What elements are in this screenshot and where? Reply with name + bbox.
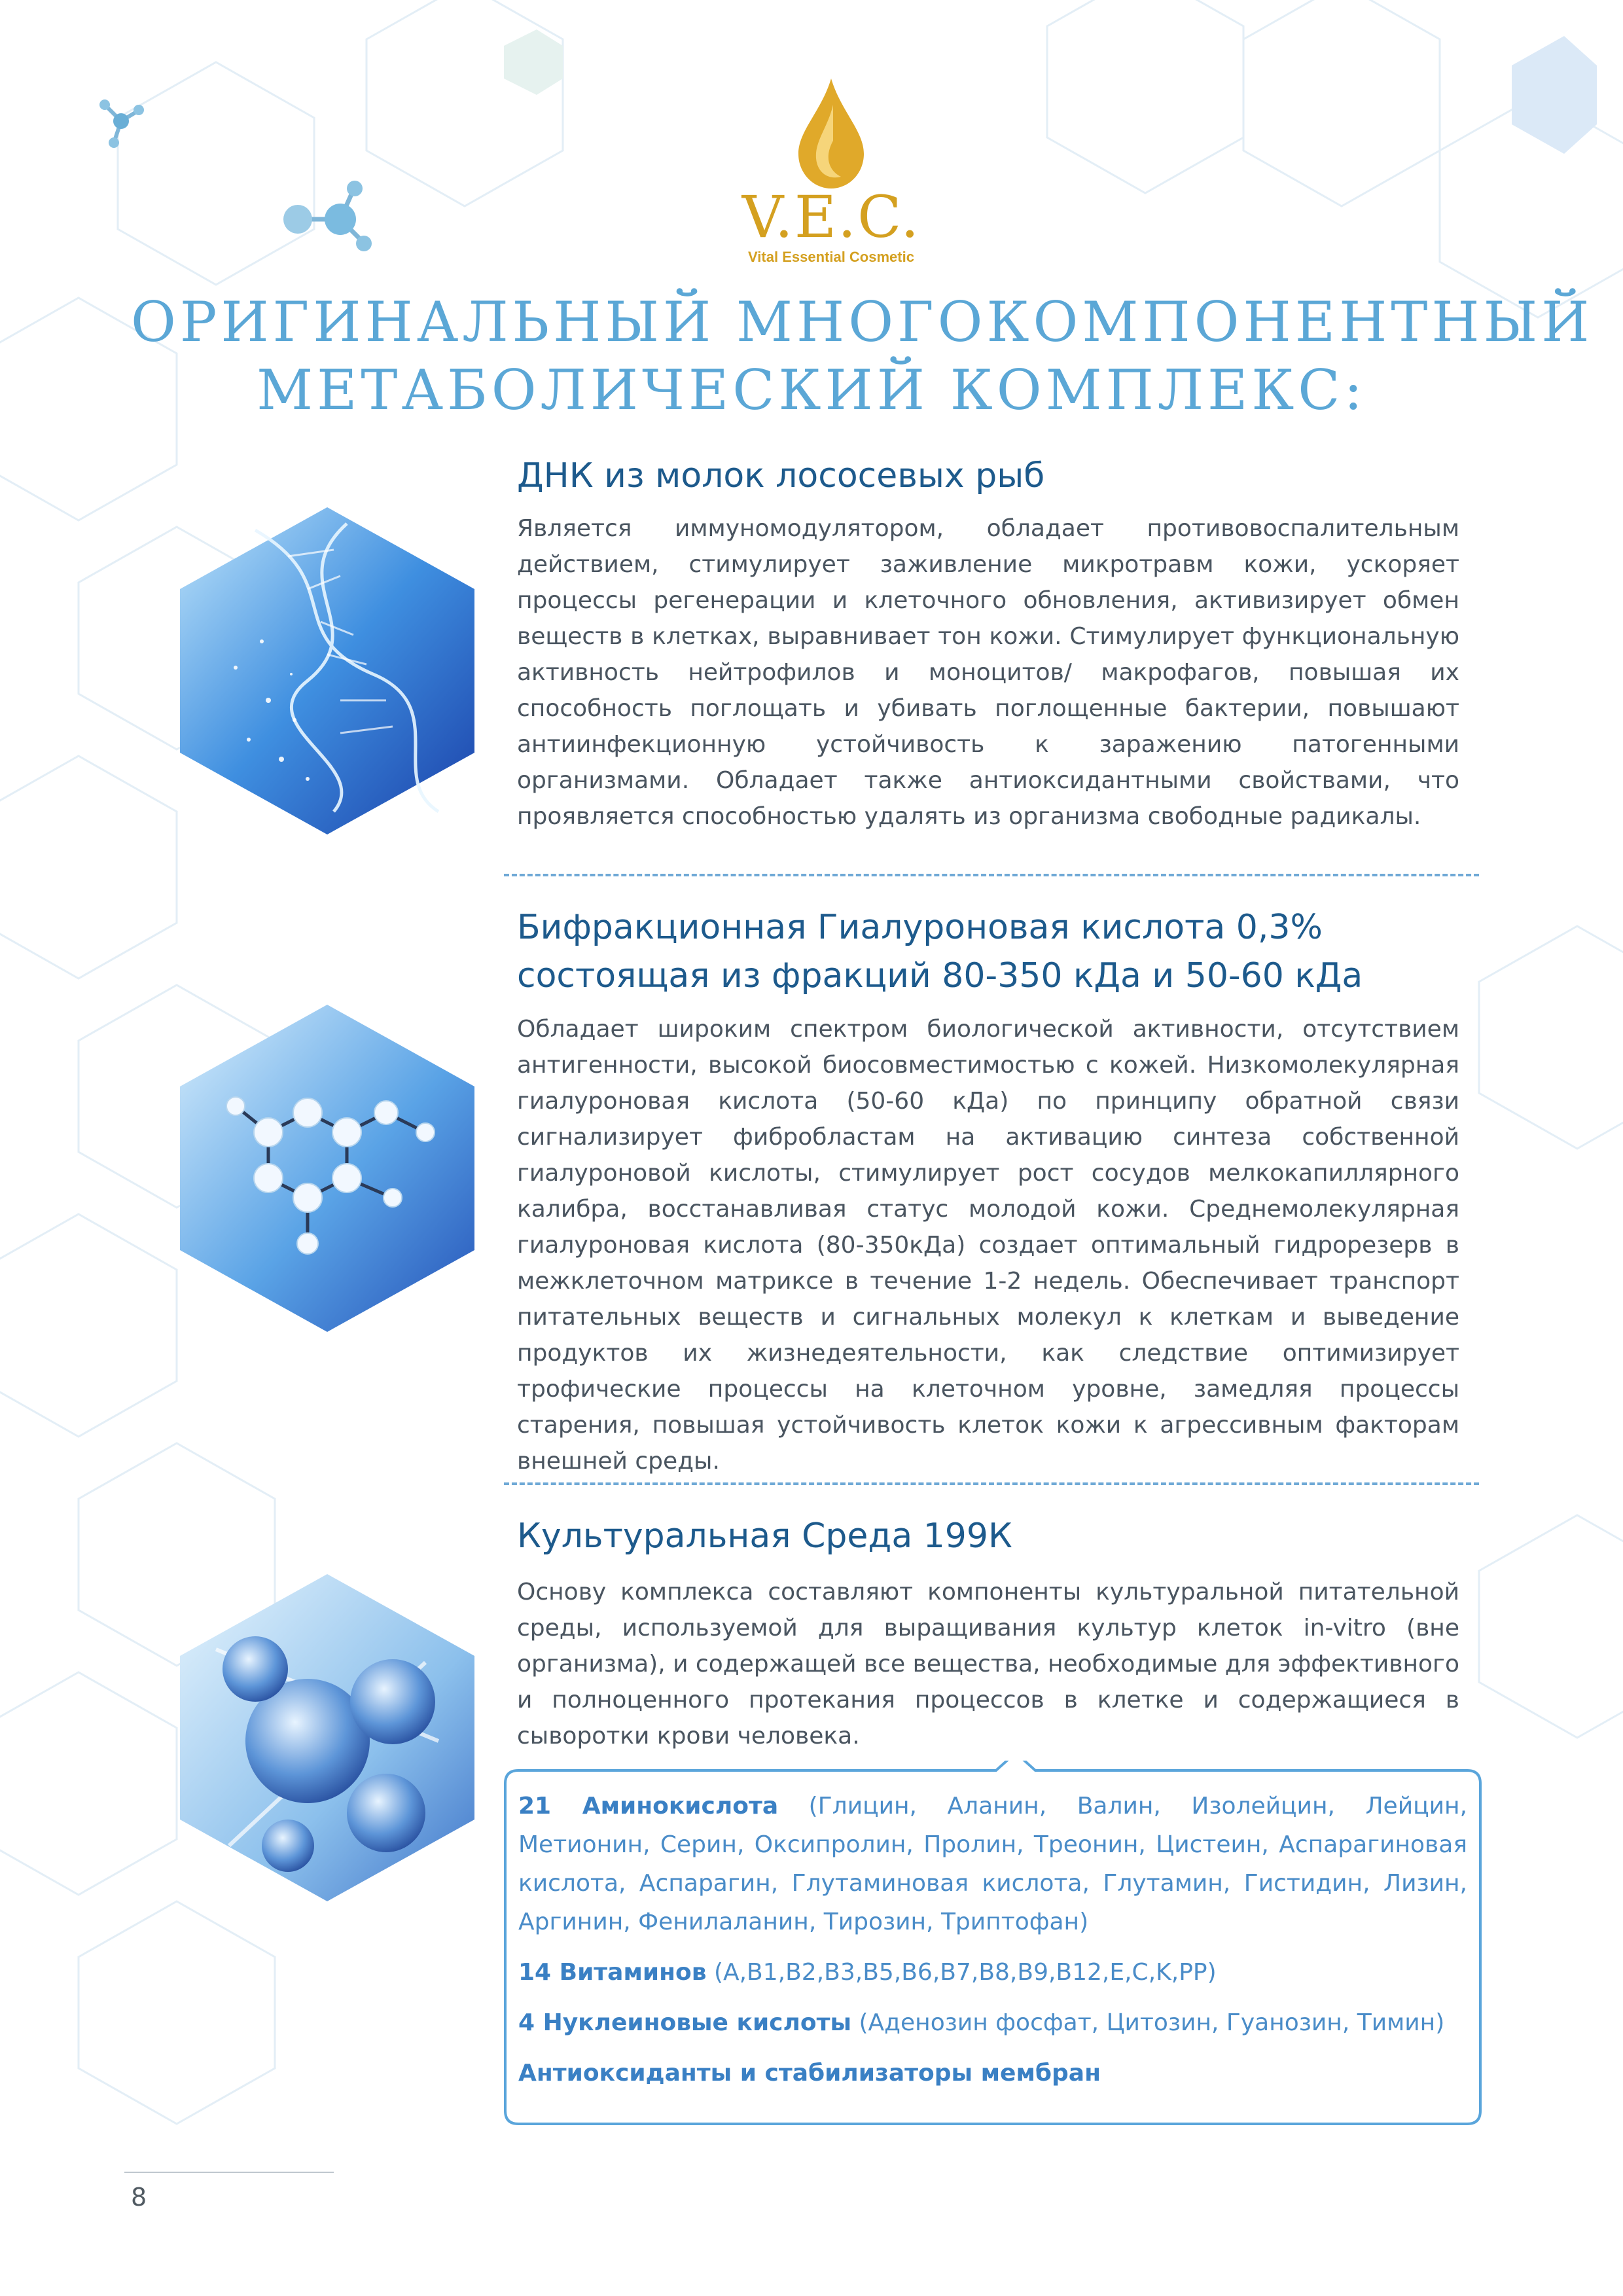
composition-label: 4 Нуклеиновые кислоты bbox=[518, 2009, 852, 2036]
composition-label: Антиоксиданты и стабилизаторы мембран bbox=[518, 2060, 1101, 2087]
section-divider bbox=[504, 874, 1479, 876]
logo-brand-name: V.E.C. bbox=[741, 183, 921, 251]
section-body-dna: Является иммуномодулятором, обладает противовоспалительным действием, стимулирует заживление микротравм кожи, ускоряет процессы регенерации и клеточного обновления, активизирует обмен веществ в клетках, выравнивает тон кожи. Стимулирует функциональную активность нейтрофилов и моноцитов/ макрофагов, повышая их способность поглощать и убивать поглощенные бактерии, повышают антиинфекционную устойчивость к заражению патогенными организмами. Обладает также антиоксидантными свойствами, что проявляется способностью удалять из организма свободные радикалы. bbox=[517, 515, 1459, 830]
molecule-image bbox=[177, 1001, 478, 1335]
page-title-line-2: МЕТАБОЛИЧЕСКИЙ КОМПЛЕКС: bbox=[257, 358, 1366, 422]
dna-helix-image bbox=[177, 504, 478, 838]
composition-list bbox=[518, 1787, 1467, 2104]
section-divider bbox=[504, 1482, 1479, 1485]
composition-item-vitamins bbox=[518, 1953, 1467, 1992]
page-title bbox=[131, 288, 1594, 424]
composition-detail: (A,B1,B2,B3,B5,B6,B7,B8,B9,B12,E,C,K,PP) bbox=[706, 1959, 1217, 1986]
composition-item-nucleic-acids bbox=[518, 2003, 1467, 2042]
section-title-culture-medium: Культуральная Среда 199К bbox=[517, 1516, 1012, 1556]
section-title-dna: ДНК из молок лососевых рыб bbox=[517, 456, 1045, 495]
page-title-line-1: ОРИГИНАЛЬНЫЙ МНОГОКОМПОНЕНТНЫЙ bbox=[131, 290, 1594, 354]
composition-detail: (Глицин, Аланин, Валин, Изолейцин, Лейцин, Метионин, Серин, Оксипролин, Пролин, Треонин, Цистеин, Аспарагиновая кислота, Аспарагин, Глутаминовая кислота, Глутамин, Гистидин, Лизин, Аргинин, Фенилаланин, Тирозин, Триптофан) bbox=[518, 1793, 1467, 1935]
section-title-hyaluronic bbox=[517, 903, 1499, 1000]
section-title-hyaluronic-line-2: состоящая из фракций 80-350 кДа и 50-60 кДа bbox=[517, 956, 1363, 996]
section-body-hyaluronic: Обладает широким спектром биологической активности, отсутствием антигенности, высокой биосовместимостью с кожей. Низкомолекулярная гиалуроновая кислота (50-60 кДа) по принципу обратной связи сигнализирует фибробластам на активацию синтеза собственной гиалуроновой кислоты, стимулирует рост сосудов мелкокапиллярного калибра, восстанавливая статус молодой кожи. Среднемолекулярная гиалуроновая кислота (80-350кДа) создает оптимальный гидрорезерв в межклеточном матриксе в течение 1-2 недель. Обеспечивает транспорт питательных веществ и сигнальных молекул к клеткам и выведение продуктов их жизнедеятельности, как следствие оптимизирует трофические процессы на клеточном уровне, замедляя процессы старения, повышая устойчивость клеток кожи к агрессивным факторам внешней среды. bbox=[517, 1016, 1459, 1475]
cells-image bbox=[177, 1571, 478, 1905]
drop-icon bbox=[795, 79, 867, 190]
composition-label: 14 Витаминов bbox=[518, 1959, 707, 1986]
molecule-decoration-icon bbox=[99, 99, 144, 148]
logo-tagline: Vital Essential Cosmetic bbox=[748, 249, 914, 265]
footer-rule bbox=[124, 2172, 334, 2173]
section-body-culture-medium: Основу комплекса составляют компоненты культуральной питательной среды, используемой для выращивания культур клеток in-vitro (вне организма), и содержащей все вещества, необходимые для эффективного и полноценного протекания процессов в клетке и содержащиеся в сыворотки крови человека. bbox=[517, 1579, 1459, 1749]
brand-logo bbox=[733, 79, 929, 275]
composition-detail: (Аденозин фосфат, Цитозин, Гуанозин, Тимин) bbox=[851, 2009, 1445, 2036]
composition-item-antioxidants bbox=[518, 2054, 1467, 2092]
section-title-hyaluronic-line-1: Бифракционная Гиалуроновая кислота 0,3% bbox=[517, 908, 1323, 947]
composition-label: 21 Аминокислота bbox=[518, 1793, 779, 1820]
page-number: 8 bbox=[131, 2183, 147, 2212]
composition-callout bbox=[499, 1761, 1487, 2134]
molecule-decoration-icon bbox=[283, 181, 372, 251]
composition-item-amino-acids bbox=[518, 1787, 1467, 1941]
